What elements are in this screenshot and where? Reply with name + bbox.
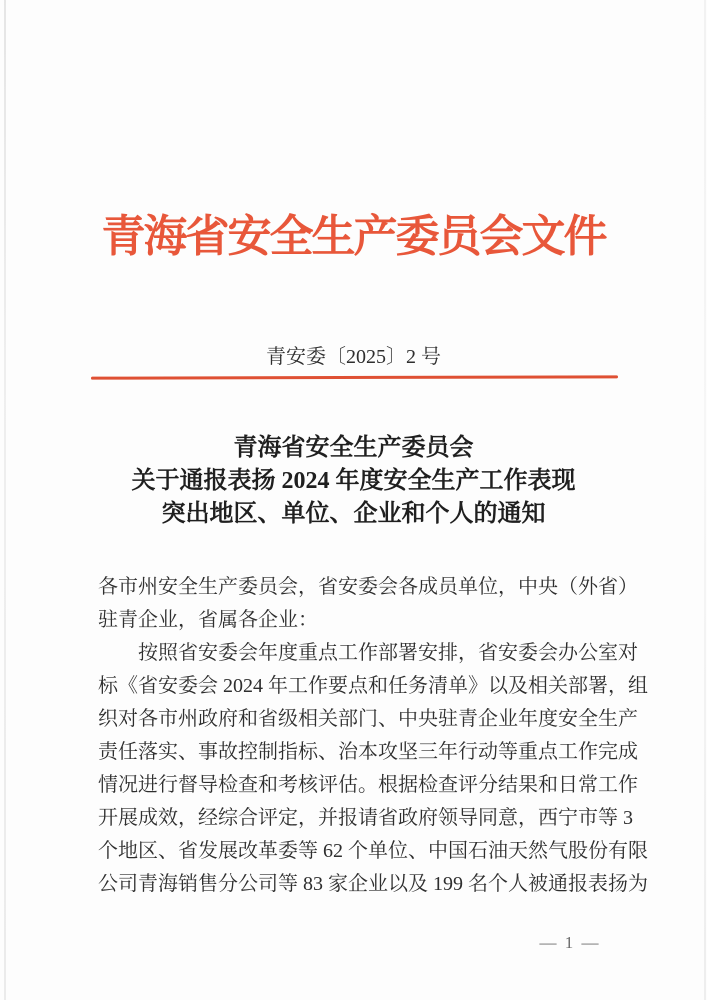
body-line: 织对各市州政府和省级相关部门、中央驻青企业年度安全生产 (98, 708, 638, 730)
body-line: 按照省安委会年度重点工作部署安排，省安委会办公室对 (138, 642, 638, 664)
document-title-line-1: 青海省安全生产委员会 (233, 435, 474, 461)
body-line: 个地区、省发展改革委等 62 个单位、中国石油天然气股份有限 (98, 840, 648, 862)
document-body (98, 571, 648, 901)
body-line: 责任落实、事故控制指标、治本攻坚三年行动等重点工作完成 (98, 741, 638, 763)
body-line: 标《省安委会 2024 年工作要点和任务清单》以及相关部署，组 (98, 675, 648, 697)
document-title-line-3: 突出地区、单位、企业和个人的通知 (161, 501, 546, 527)
letterhead-title: 青海省安全生产委员会文件 (101, 212, 606, 261)
salutation-line: 各市州安全生产委员会，省安委会各成员单位，中央（外省） (98, 576, 638, 598)
document-title-line-2: 关于通报表扬 2024 年度安全生产工作表现 (131, 468, 576, 494)
scan-edge-left (4, 0, 6, 1000)
page-number: — 1 — (539, 933, 601, 952)
body-line: 公司青海销售分公司等 83 家企业以及 199 名个人被通报表扬为 (98, 873, 648, 895)
document-number: 青安委〔2025〕2 号 (266, 346, 441, 368)
scan-edge-right (704, 0, 706, 1000)
body-line: 情况进行督导检查和考核评估。根据检查评分结果和日常工作 (98, 774, 638, 796)
salutation-line: 驻青企业，省属各企业： (98, 609, 318, 631)
document-title (40, 432, 667, 531)
body-line: 开展成效，经综合评定，并报请省政府领导同意，西宁市等 3 (98, 807, 633, 829)
red-separator-line (91, 375, 618, 379)
